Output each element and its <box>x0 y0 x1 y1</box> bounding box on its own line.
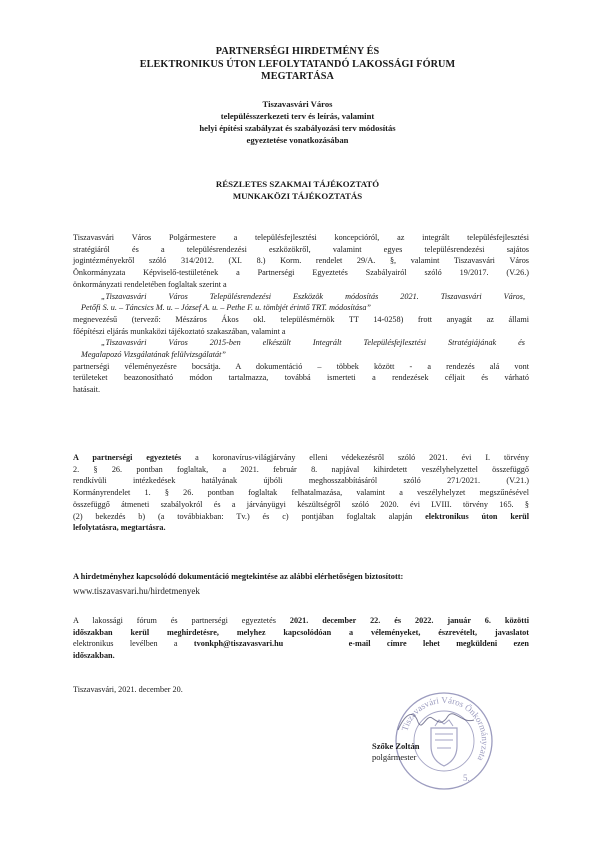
subheading <box>120 178 475 202</box>
text-span: (2) bekezdés b) (a továbbiakban: Tv.) és c) pontjában foglaltak alapján <box>73 511 426 521</box>
text-line: rendkívüli intézkedések hatályának újbóli meghosszabbításáról szóló 271/2021. (V.21.) <box>73 476 529 486</box>
text-line: időszakban. <box>73 651 115 661</box>
subject-line: egyeztetése vonatkozásában <box>246 135 349 145</box>
date-line: Tiszavasvári, 2021. december 20. <box>73 685 183 694</box>
email-link[interactable]: tvonkph@tiszavasvari.hu <box>193 639 284 649</box>
subject-line: Tiszavasvári Város <box>262 99 333 109</box>
documentation-note: A hirdetményhez kapcsolódó dokumentáció megtekintése az alábbi elérhetőségen biztosított: <box>73 572 404 581</box>
documents-link[interactable]: www.tiszavasvari.hu/hirdetmenyek <box>73 586 200 596</box>
text-span: A lakossági fórum és partnerségi egyeztetés <box>73 616 290 625</box>
quoted-title: „Tiszavasvári Város 2015-ben elkészült Integrált Településfejlesztési Stratégiájának és <box>101 338 525 348</box>
document-heading <box>80 46 515 84</box>
signatory-title: polgármester <box>372 752 417 762</box>
text-line <box>73 511 529 523</box>
stamp-text: Tiszavasvári Város Önkormányzata <box>399 694 491 763</box>
text-span: a koronavírus-világjárvány elleni védekezésről szóló 2021. évi I. törvény <box>181 453 529 462</box>
text-line: főépítészi eljárás munkaközi tájékoztató szakaszában, valamint a <box>73 326 286 336</box>
text-line: partnerségi véleményezésre bocsátja. A dokumentáció – többek között - a rendezés alá vont <box>73 361 529 371</box>
subject-line: településszerkezeti terv és leírás, valamint <box>220 111 375 121</box>
quoted-title: Megalapozó Vizsgálatának felülvizsgálatát” <box>81 350 226 360</box>
subheading-line: MUNKAKÖZI TÁJÉKOZTATÁS <box>232 191 363 201</box>
text-line: Önkormányzata Képviselő-testületének a Partnerségi Egyeztetés Szabályairól szóló 19/2017. (V.26.) <box>73 268 529 278</box>
stamp-number: 5. <box>463 773 470 783</box>
text-line: összefüggő átmeneti szabályokról és a járványügyi készültségről szóló 2020. évi LVIII. törvény 165. § <box>73 499 529 509</box>
heading-line: MEGTARTÁSA <box>261 71 334 82</box>
legal-basis-paragraph <box>73 452 529 534</box>
heading-line: PARTNERSÉGI HIRDETMÉNY ÉS <box>215 46 380 57</box>
bold-phrase: e-mail címre lehet megküldeni ezen <box>348 639 529 649</box>
subject-block <box>120 98 475 146</box>
bold-phrase: A partnerségi egyeztetés <box>73 453 182 462</box>
text-line: hatásait. <box>73 385 101 395</box>
text-line: megnevezésű (tervező: Mészáros Ákos okl. településmérnök TT 14-0258) frott anyagát az állami <box>73 314 529 324</box>
text-line: időszakban kerül meghirdetésre, melyhez kapcsolódóan a véleményeket, észrevételt, javaslatot <box>73 627 529 637</box>
text-line <box>73 615 529 627</box>
handwritten-signature <box>392 704 482 738</box>
subject-line: helyi építési szabályzat és szabályozási terv módosítás <box>199 123 396 133</box>
text-line: lefolytatásra, megtartásra. <box>73 523 166 533</box>
text-line: stratégiáról és a településrendezési eszközökről, valamint egyes településrendezési sajátos <box>73 244 529 254</box>
text-line: területeket beazonosítható módon tartalmazza, továbbá ismerteti a rendezések céljait és várható <box>73 373 529 383</box>
signatory-name: Szőke Zoltán <box>372 741 420 751</box>
text-line: Tiszavasvári Város Polgármestere a településfejlesztési koncepcióról, az integrált településfejlesztési <box>73 233 529 242</box>
text-line <box>73 638 529 650</box>
signature-block <box>372 741 419 763</box>
bold-phrase: 2021. december 22. és 2022. január 6. közötti <box>289 616 529 625</box>
intro-paragraph <box>73 232 529 396</box>
bold-phrase: elektronikus úton kerül <box>425 511 529 521</box>
quoted-title: Petőfi S. u. – Táncsics M. u. – József A. u. – Pethe F. u. tömbjét érintő TRT. módosítása” <box>81 303 371 313</box>
text-line: 2. § 26. pontban foglaltak, a 2021. február 8. napjával kihirdetett veszélyhelyzettel összefüggő <box>73 464 529 474</box>
text-line: Kormányrendelet 1. § 26. pontban foglaltak felhatalmazása, valamint a veszélyhelyzet megszűnésével <box>73 488 529 498</box>
heading-line: ELEKTRONIKUS ÚTON LEFOLYTATANDÓ LAKOSSÁGI FÓRUM <box>139 58 456 70</box>
text-span: elektronikus levélben a <box>73 639 194 649</box>
text-line: jogintézményekről szóló 314/2012. (XI. 8.) Korm. rendelet 29/A. §, valamint Tiszavasvári Város <box>73 256 529 266</box>
text-line <box>73 452 529 464</box>
subheading-line: RÉSZLETES SZAKMAI TÁJÉKOZTATÓ <box>215 179 380 189</box>
forum-period-paragraph <box>73 615 529 662</box>
text-line: önkormányzati rendeletében foglaltak szerint a <box>73 279 227 289</box>
quoted-title: „Tiszavasvári Város Településrendezési Eszközök módosítás 2021. Tiszavasvári Város, <box>101 291 525 301</box>
